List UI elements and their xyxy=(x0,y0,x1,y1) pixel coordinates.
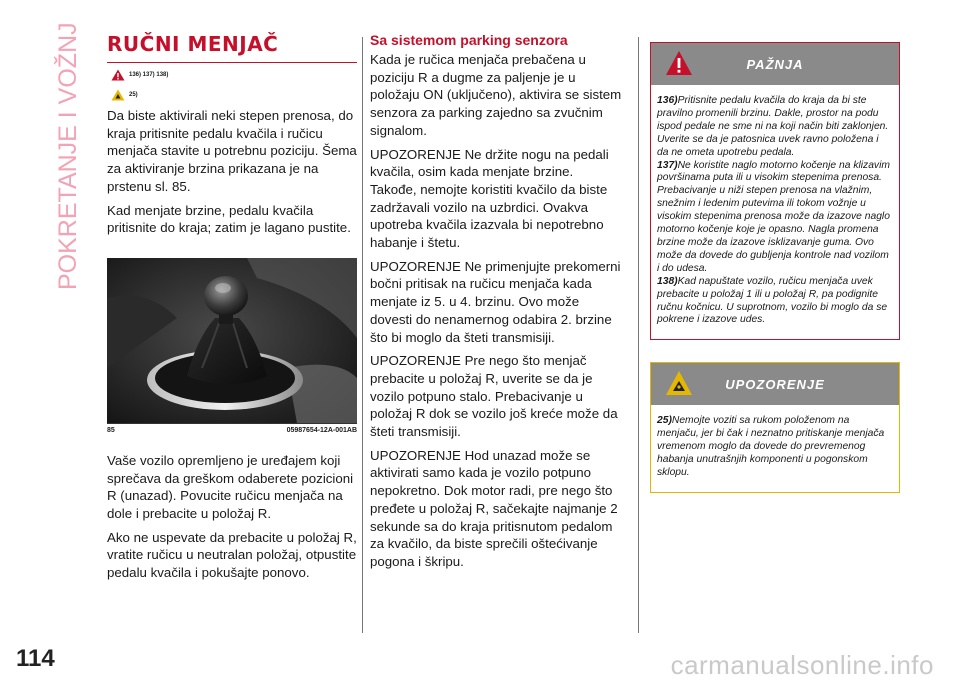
page-number: 114 xyxy=(16,645,55,672)
paragraph: UPOZORENJE Hod unazad može se aktivirati samo kada je vozilo potpuno nepokretno. Dok motor radi, pre nego što pređete u položaj R, sačekajte najmanje 2 sekunde sa do kraja pritisnutom pedalom za kvačilo, da biste sprečili oštećivanje pogona i škripu. xyxy=(370,447,618,569)
warning-box xyxy=(650,362,900,493)
danger-ref-line xyxy=(111,69,357,81)
note-text: Ne koristite naglo motorno kočenje na klizavim površinama puta ili u visokim stepenima prenosa. Prebacivanje u niži stepen prenosa na vlažnim, snežnim i ledenim putevima ili tokom vožnje u visokim stepenima prenosa može da izazove naglo motorno kočenje koje je opasno. Nagla promena brzine može da izazove isklizavanje guma. Ovo može da dovede do gubljenja kontrole nad vozilom i do udesa. xyxy=(657,159,890,274)
subsection-title: Sa sistemom parking senzora xyxy=(370,32,568,48)
figure-number: 85 xyxy=(107,426,115,434)
danger-box xyxy=(650,42,900,340)
paragraph: UPOZORENJE Pre nego što menjač prebacite u položaj R, uverite se da je vozilo potpuno stalo. Prebacivanje u položaj R dok se vozilo još kreće može da šteti transmisiji. xyxy=(370,353,618,440)
warning-note xyxy=(657,415,891,480)
danger-refs: 136) 137) 138) xyxy=(129,72,169,78)
watermark: carmanualsonline.info xyxy=(670,650,934,680)
paragraph: Kada je ručica menjača prebačena u poziciju R a dugme za paljenje je u položaju ON (uključeno), aktivira se sistem senzora za parking zajedno sa zvučnim signalom. xyxy=(370,52,622,138)
warning-triangle-icon xyxy=(111,89,125,101)
paragraph: Da biste aktivirali neki stepen prenosa, do kraja pritisnite pedalu kvačila i ručicu menjača stavite u potrebnu poziciju. Šema za aktiviranje brzina prikazana je na prstenu sl. 85. xyxy=(107,108,357,194)
warning-box-title: UPOZORENJE xyxy=(725,376,825,392)
gear-shifter-photo xyxy=(107,258,357,423)
paragraph: Kad menjate brzine, pedalu kvačila pritisnite do kraja; zatim je lagano pustite. xyxy=(107,202,351,236)
note-text: Nemojte voziti sa rukom položenom na menjaču, jer bi čak i neznatno pritiskanje menjača vremenom moglo da dovede do prevremenog habanja unutrašnjih komponenti u pogonskom sklopu. xyxy=(657,415,885,478)
note-ref: 136) xyxy=(657,95,678,106)
note-ref: 137) xyxy=(657,159,678,171)
warning-box-body xyxy=(651,405,899,492)
column-divider xyxy=(638,37,639,633)
notes-column xyxy=(650,42,900,493)
figure-code: 05987654-12A-001AB xyxy=(286,426,357,434)
warning-ref-line xyxy=(111,89,357,101)
paragraph: Ako ne uspevate da prebacite u položaj R, vratite ručicu u neutralan položaj, otpustite pedalu kvačila i pokušajte ponovo. xyxy=(107,529,357,581)
note-ref: 138) xyxy=(657,275,678,287)
danger-box-title: PAŽNJA xyxy=(746,56,804,72)
warning-box-header xyxy=(651,363,899,405)
note-text: Kad napuštate vozilo, ručicu menjača uvek prebacite u položaj 1 ili u položaj R, pa podignite ručnu kočnicu. U suprotnom, vozilo bi moglo da se pokrene i izazove udes. xyxy=(657,275,888,326)
danger-note xyxy=(657,276,891,328)
paragraph: Vaše vozilo opremljeno je uređajem koji sprečava da greškom odaberete pozicioni R (unazad). Povucite ručicu menjača na dole i prebacite u položaj R. xyxy=(107,452,354,522)
side-title-text: POKRETANJE I VOŽNJA xyxy=(54,24,82,290)
side-section-title xyxy=(6,24,86,294)
warning-triangle-icon xyxy=(665,370,693,396)
danger-triangle-icon xyxy=(665,50,693,76)
warning-refs: 25) xyxy=(129,92,138,98)
section-title: RUČNI MENJAČ xyxy=(107,32,357,63)
parking-sensor-column xyxy=(370,32,622,571)
danger-note xyxy=(657,160,891,276)
danger-box-body xyxy=(651,85,899,339)
paragraph: UPOZORENJE Ne držite nogu na pedali kvačila, osim kada menjate brzine. Takođe, nemojte koristiti kvačilo da biste zadržavali vozilo na uzbrdici. Ovakva upotreba kvačila izazvala bi nepotrebno habanje i štetu. xyxy=(370,146,609,251)
danger-triangle-icon xyxy=(111,69,125,81)
figure-caption xyxy=(107,423,357,434)
note-text: Pritisnite pedalu kvačila do kraja da bi ste pravilno promenili brzinu. Dakle, prostor na podu ispod pedale ne sme ni na koji način biti zaklonjen. Uverite se da je patosnica uvek ravno položena i da ne ometa upotrebu pedala. xyxy=(657,95,889,158)
manual-gearbox-column xyxy=(107,32,357,582)
danger-box-header xyxy=(651,43,899,85)
column-divider xyxy=(362,37,363,633)
note-ref: 25) xyxy=(657,415,672,427)
paragraph: UPOZORENJE Ne primenjujte prekomerni bočni pritisak na ručicu menjača kada menjate iz 5. u 4. brzinu. Ovo može dovesti do nenamernog odabira 2. brzine što bi moglo da šteti transmisiji. xyxy=(370,258,621,345)
danger-note xyxy=(657,95,891,160)
